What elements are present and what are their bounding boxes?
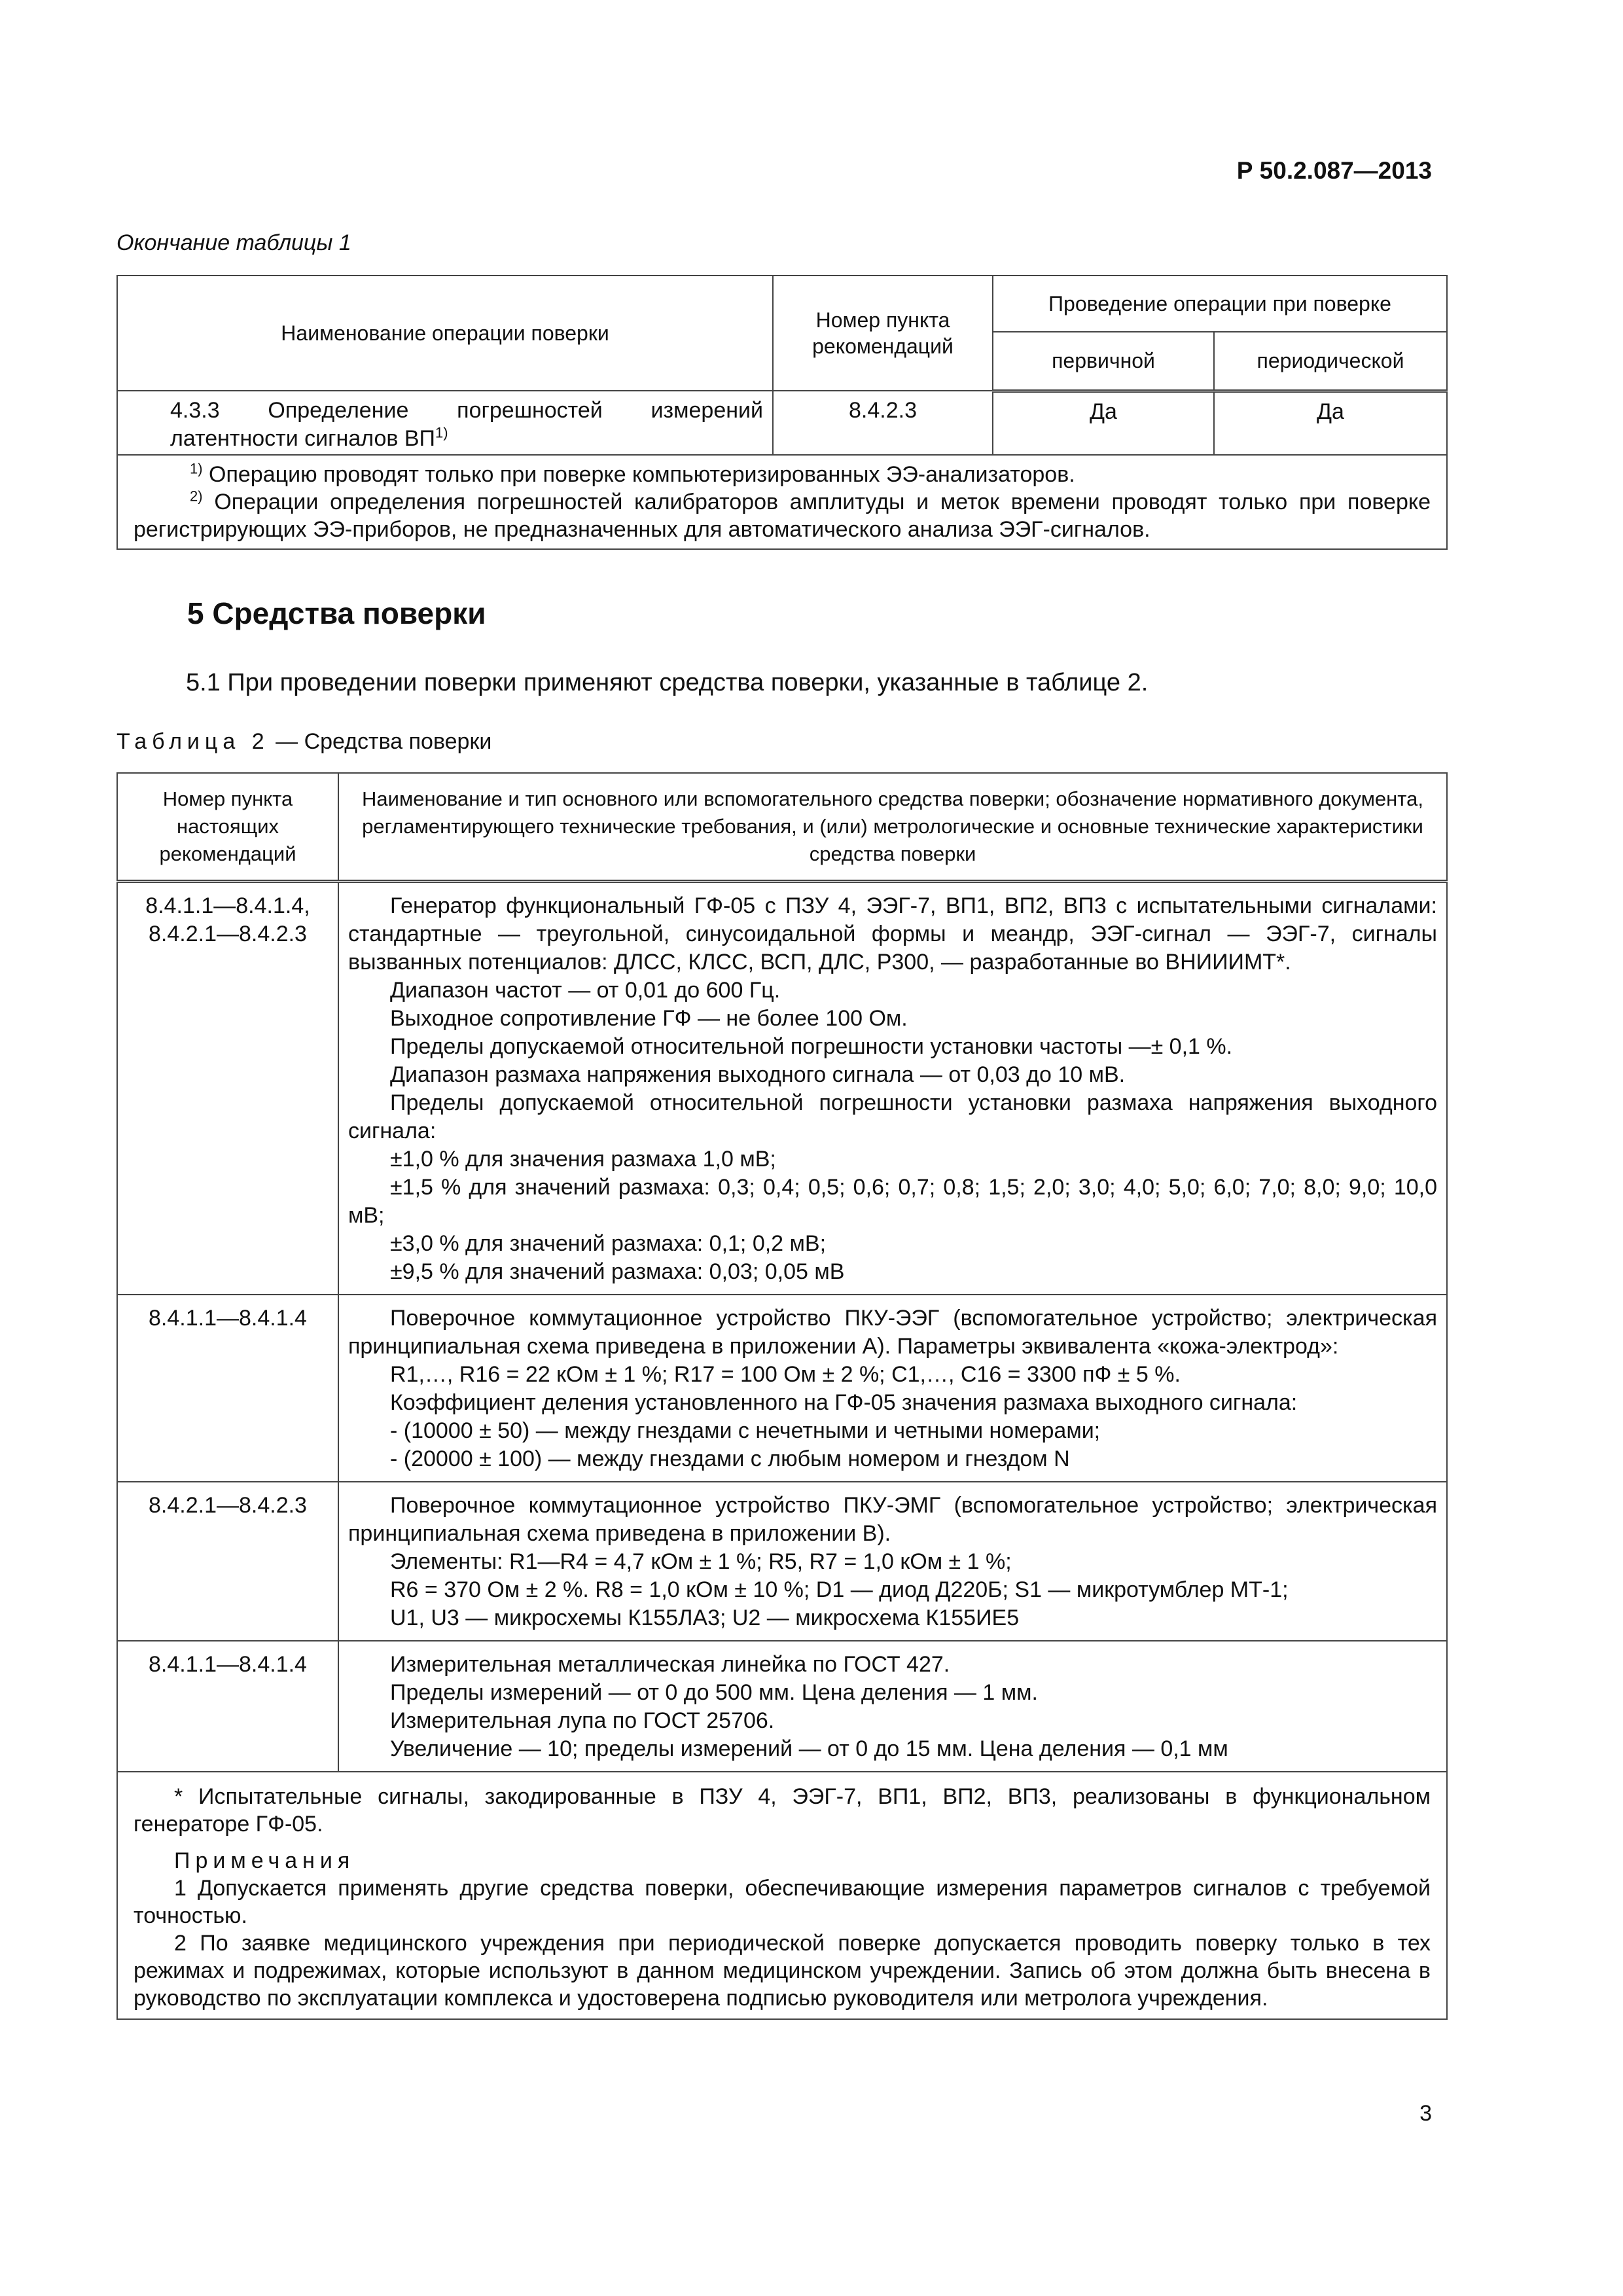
document-code: Р 50.2.087—2013 [1236, 157, 1432, 184]
table1-header-clause: Номер пункта рекомендаций [773, 276, 993, 391]
text-line: Генератор функциональный ГФ-05 с ПЗУ 4, ЭЭГ-7, ВП1, ВП2, ВП3 с испытательными сигналами: стандартные — треугольной, синусоидальной формы и меандр, ЭЭГ-сигнал — ЭЭГ-7, сигналы вызванных потенциалов: ДЛСС, КЛСС, ВСП, ДЛС, Р300, — разработанные во ВНИИИМТ*. [348, 893, 1437, 975]
table1-note [134, 461, 1431, 488]
table2-header-clause: Номер пункта настоящих рекомендаций [117, 773, 338, 882]
page-number: 3 [1419, 2101, 1432, 2126]
table1-header-primary: первичной [993, 332, 1214, 391]
table1-header-operation: Наименование операции поверки [117, 276, 773, 391]
note-text: Операцию проводят только при поверке компьютеризированных ЭЭ-анализаторов. [209, 462, 1075, 487]
text-line: Поверочное коммутационное устройство ПКУ-ЭМГ (вспомогательное устройство; электрическая принципиальная схема приведена в приложении В). [348, 1493, 1437, 1546]
footnote-mark: 2) [190, 488, 203, 505]
table2-cell-means [338, 1482, 1447, 1641]
table2-cell-clause [117, 1641, 338, 1772]
text-line: Коэффициент деления установленного на ГФ-05 значения размаха выходного сигнала: [390, 1390, 1298, 1415]
table1-cell-periodic: Да [1214, 391, 1447, 455]
text-line: R6 = 370 Ом ± 2 %. R8 = 1,0 кОм ± 10 %; D1 — диод Д220Б; S1 — микротумблер МТ-1; [390, 1577, 1289, 1602]
table2-cell-means [338, 882, 1447, 1295]
text-line: Измерительная лупа по ГОСТ 25706. [390, 1708, 775, 1733]
clause-line: 8.4.1.1—8.4.1.4 [149, 1652, 307, 1677]
footnote-mark: 1) [435, 424, 448, 441]
text-line: ±1,5 % для значений размаха: 0,3; 0,4; 0,5; 0,6; 0,7; 0,8; 1,5; 2,0; 3,0; 4,0; 5,0; 6,0; 7,0; 8,0; 9,0; 10,0 мВ; [348, 1175, 1437, 1228]
clause-line: 8.4.1.1—8.4.1.4 [149, 1306, 307, 1331]
table-row [117, 391, 1447, 455]
table2 [116, 772, 1448, 2020]
notes-title: Примечания [174, 1848, 355, 1873]
table2-note: 2 По заявке медицинского учреждения при периодической поверке допускается проводить поверку только в тех режимах и подрежимах, которые используют в данном медицинском учреждении. Запись об этом должна быть внесена в руководство по эксплуатации комплекса и удостоверена подписью руководителя или метролога учреждения. [134, 1931, 1431, 2011]
table2-cell-means [338, 1295, 1447, 1482]
table2-footnote: * Испытательные сигналы, закодированные в ПЗУ 4, ЭЭГ-7, ВП1, ВП2, ВП3, реализованы в функциональном генераторе ГФ-05. [134, 1784, 1431, 1837]
text-line: Диапазон размаха напряжения выходного сигнала — от 0,03 до 10 мВ. [390, 1062, 1126, 1087]
text-line: Поверочное коммутационное устройство ПКУ-ЭЭГ (вспомогательное устройство; электрическая принципиальная схема приведена в приложении А). Параметры эквивалента «кожа-электрод»: [348, 1306, 1437, 1359]
text-line: Диапазон частот — от 0,01 до 600 Гц. [390, 978, 781, 1003]
table2-cell-clause [117, 1482, 338, 1641]
table1-caption: Окончание таблицы 1 [116, 230, 351, 255]
text-line: ±9,5 % для значений размаха: 0,03; 0,05 мВ [390, 1259, 845, 1284]
table2-caption-text: — Средства поверки [269, 729, 492, 754]
text-line: Пределы допускаемой относительной погрешности установки частоты —± 0,1 %. [390, 1034, 1233, 1059]
table2-notes [117, 1772, 1447, 2019]
text-line: - (10000 ± 50) — между гнездами с нечетными и четными номерами; [390, 1418, 1101, 1443]
clause-line: 8.4.2.1—8.4.2.3 [149, 922, 307, 946]
table2-cell-clause [117, 1295, 338, 1482]
table-row [117, 1641, 1447, 1772]
note-text: Операции определения погрешностей калибраторов амплитуды и меток времени проводят только при поверке регистрирующих ЭЭ-приборов, не предназначенных для автоматического анализа ЭЭГ-сигналов. [134, 490, 1431, 542]
text-line: Увеличение — 10; пределы измерений — от 0 до 15 мм. Цена деления — 0,1 мм [390, 1736, 1228, 1761]
text-line: R1,…, R16 = 22 кОм ± 1 %; R17 = 100 Ом ± 2 %; C1,…, C16 = 3300 пФ ± 5 %. [390, 1362, 1181, 1387]
text-line: Измерительная металлическая линейка по ГОСТ 427. [390, 1652, 950, 1677]
table-row [117, 882, 1447, 1295]
table2-note: 1 Допускается применять другие средства поверки, обеспечивающие измерения параметров сигналов с требуемой точностью. [134, 1876, 1431, 1928]
table2-header-means: Наименование и тип основного или вспомогательного средства поверки; обозначение нормативного документа, регламентирующего технические требования, и (или) метрологические и основные технические характеристики средства поверки [338, 773, 1447, 882]
table1 [116, 275, 1448, 550]
table1-header-conduct: Проведение операции при поверке [993, 276, 1447, 332]
table1-note [134, 488, 1431, 543]
table2-cell-means [338, 1641, 1447, 1772]
table2-caption [116, 729, 491, 755]
text-line: ±1,0 % для значения размаха 1,0 мВ; [390, 1147, 776, 1172]
text-line: Выходное сопротивление ГФ — не более 100 Ом. [390, 1006, 908, 1031]
table1-cell-clause: 8.4.2.3 [773, 391, 993, 455]
text-line: ±3,0 % для значений размаха: 0,1; 0,2 мВ; [390, 1231, 827, 1256]
text-line: Элементы: R1—R4 = 4,7 кОм ± 1 %; R5, R7 = 1,0 кОм ± 1 %; [390, 1549, 1012, 1574]
footnote-mark: 1) [190, 460, 203, 477]
section-title: 5 Средства поверки [187, 596, 486, 630]
table1-operation-text: 4.3.3 Определение погрешностей измерений латентности сигналов ВП [170, 398, 763, 451]
text-line: U1, U3 — микросхемы К155ЛА3; U2 — микросхема К155ИЕ5 [390, 1605, 1020, 1630]
clause-line: 8.4.2.1—8.4.2.3 [149, 1493, 307, 1518]
table2-notes-row [117, 1772, 1447, 2019]
text-line: - (20000 ± 100) — между гнездами с любым номером и гнездом N [390, 1446, 1070, 1471]
table1-cell-operation [117, 391, 773, 455]
table2-caption-label: Таблица 2 [116, 729, 270, 754]
text-line: Пределы допускаемой относительной погрешности установки размаха напряжения выходного сигнала: [348, 1090, 1437, 1143]
table2-cell-clause [117, 882, 338, 1295]
table-row [117, 1482, 1447, 1641]
text-line: Пределы измерений — от 0 до 500 мм. Цена деления — 1 мм. [390, 1680, 1038, 1705]
table-row [117, 1295, 1447, 1482]
table1-notes [117, 455, 1447, 549]
section-paragraph: 5.1 При проведении поверки применяют средства поверки, указанные в таблице 2. [186, 669, 1149, 696]
table1-notes-row [117, 455, 1447, 549]
table1-cell-primary: Да [993, 391, 1214, 455]
clause-line: 8.4.1.1—8.4.1.4, [145, 893, 310, 918]
table1-header-periodic: периодической [1214, 332, 1447, 391]
